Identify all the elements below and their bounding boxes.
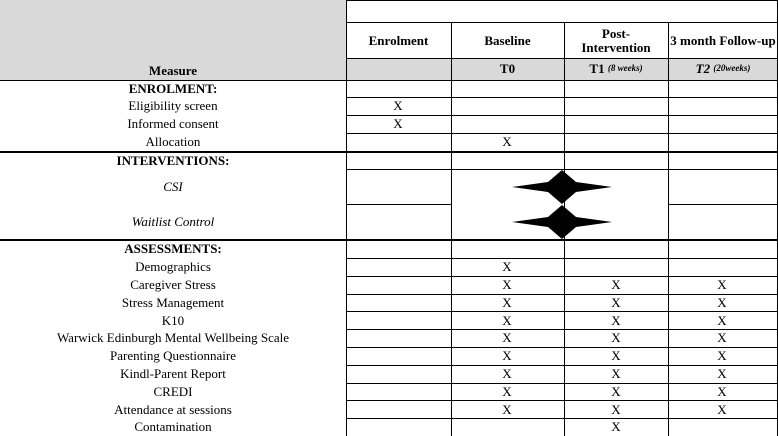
x-mark: X xyxy=(502,312,512,328)
row-divider xyxy=(346,294,778,295)
column-divider xyxy=(668,22,669,436)
x-mark: X xyxy=(717,401,727,417)
x-mark: X xyxy=(502,330,512,346)
row-divider xyxy=(346,22,778,23)
x-mark: X xyxy=(502,134,512,150)
x-mark: X xyxy=(717,330,727,346)
t1-label: T1 xyxy=(589,61,605,77)
row-divider xyxy=(346,276,778,277)
x-mark: X xyxy=(502,294,512,310)
row-divider xyxy=(346,365,778,366)
x-mark: X xyxy=(611,330,621,346)
post-timepoint xyxy=(564,58,668,80)
measure-header: Measure xyxy=(148,63,198,79)
csi-diamond-icon xyxy=(510,170,614,204)
row-divider xyxy=(346,0,778,1)
t1-note: (8 weeks) xyxy=(607,63,643,74)
column-divider xyxy=(346,0,347,436)
x-mark: X xyxy=(502,365,512,381)
x-mark: X xyxy=(717,365,727,381)
x-mark: X xyxy=(502,259,512,275)
column-divider xyxy=(451,22,452,436)
x-mark: X xyxy=(611,365,621,381)
interventions-section-title: INTERVENTIONS: xyxy=(116,153,230,169)
row-divider xyxy=(346,418,778,419)
row-divider xyxy=(0,80,778,81)
x-mark: X xyxy=(611,383,621,399)
column-divider xyxy=(564,22,565,436)
row-divider xyxy=(346,347,778,348)
measure-label: Allocation xyxy=(145,134,201,150)
enrolment-header: Enrolment xyxy=(368,33,429,49)
measure-label: Attendance at sessions xyxy=(114,401,232,417)
measure-label: CREDI xyxy=(153,383,193,399)
x-mark: X xyxy=(717,312,727,328)
measure-label: CSI xyxy=(163,179,183,195)
enrolment-timepoint-bg xyxy=(346,58,451,80)
row-divider xyxy=(0,239,778,241)
row-divider xyxy=(346,383,778,384)
followup-header: 3 month Follow-up xyxy=(670,33,776,49)
measure-label: Parenting Questionnaire xyxy=(110,348,236,364)
baseline-header: Baseline xyxy=(484,33,531,49)
x-mark: X xyxy=(611,348,621,364)
x-mark: X xyxy=(717,383,727,399)
measure-label: Warwick Edinburgh Mental Wellbeing Scale xyxy=(56,330,290,346)
row-divider xyxy=(346,115,778,116)
x-mark: X xyxy=(611,276,621,292)
x-mark: X xyxy=(717,294,727,310)
t2-note: (20weeks) xyxy=(713,63,751,74)
x-mark: X xyxy=(611,312,621,328)
x-mark: X xyxy=(393,98,403,114)
row-divider xyxy=(346,400,778,401)
row-divider xyxy=(668,204,778,205)
measure-label: Caregiver Stress xyxy=(130,276,216,292)
enrolment-section-title: ENROLMENT: xyxy=(128,81,218,97)
t0-label: T0 xyxy=(499,61,516,77)
x-mark: X xyxy=(717,276,727,292)
waitlist-diamond-icon xyxy=(510,205,614,239)
row-divider xyxy=(346,97,778,98)
followup-timepoint xyxy=(668,58,778,80)
row-divider xyxy=(346,329,778,330)
assessments-section-title: ASSESSMENTS: xyxy=(124,241,222,257)
measure-label: Demographics xyxy=(135,259,211,275)
x-mark: X xyxy=(611,294,621,310)
row-divider xyxy=(346,204,451,205)
post-intervention-header: Post-Intervention xyxy=(581,26,651,55)
baseline-timepoint xyxy=(451,58,564,80)
measure-label: Kindl-Parent Report xyxy=(120,365,226,381)
measure-label: Contamination xyxy=(134,419,212,435)
row-divider xyxy=(346,311,778,312)
row-divider xyxy=(346,58,778,59)
measure-label: K10 xyxy=(161,312,185,328)
x-mark: X xyxy=(393,116,403,132)
x-mark: X xyxy=(611,419,621,435)
x-mark: X xyxy=(502,401,512,417)
x-mark: X xyxy=(502,276,512,292)
x-mark: X xyxy=(717,348,727,364)
x-mark: X xyxy=(611,401,621,417)
measure-label: Informed consent xyxy=(127,116,219,132)
row-divider xyxy=(346,258,778,259)
measure-label: Eligibility screen xyxy=(128,98,218,114)
row-divider xyxy=(346,169,778,170)
x-mark: X xyxy=(502,348,512,364)
measure-label: Waitlist Control xyxy=(131,214,215,230)
row-divider xyxy=(0,151,778,153)
t2-label: T2 xyxy=(695,61,711,77)
measure-label: Stress Management xyxy=(121,294,225,310)
x-mark: X xyxy=(502,383,512,399)
row-divider xyxy=(346,133,778,134)
